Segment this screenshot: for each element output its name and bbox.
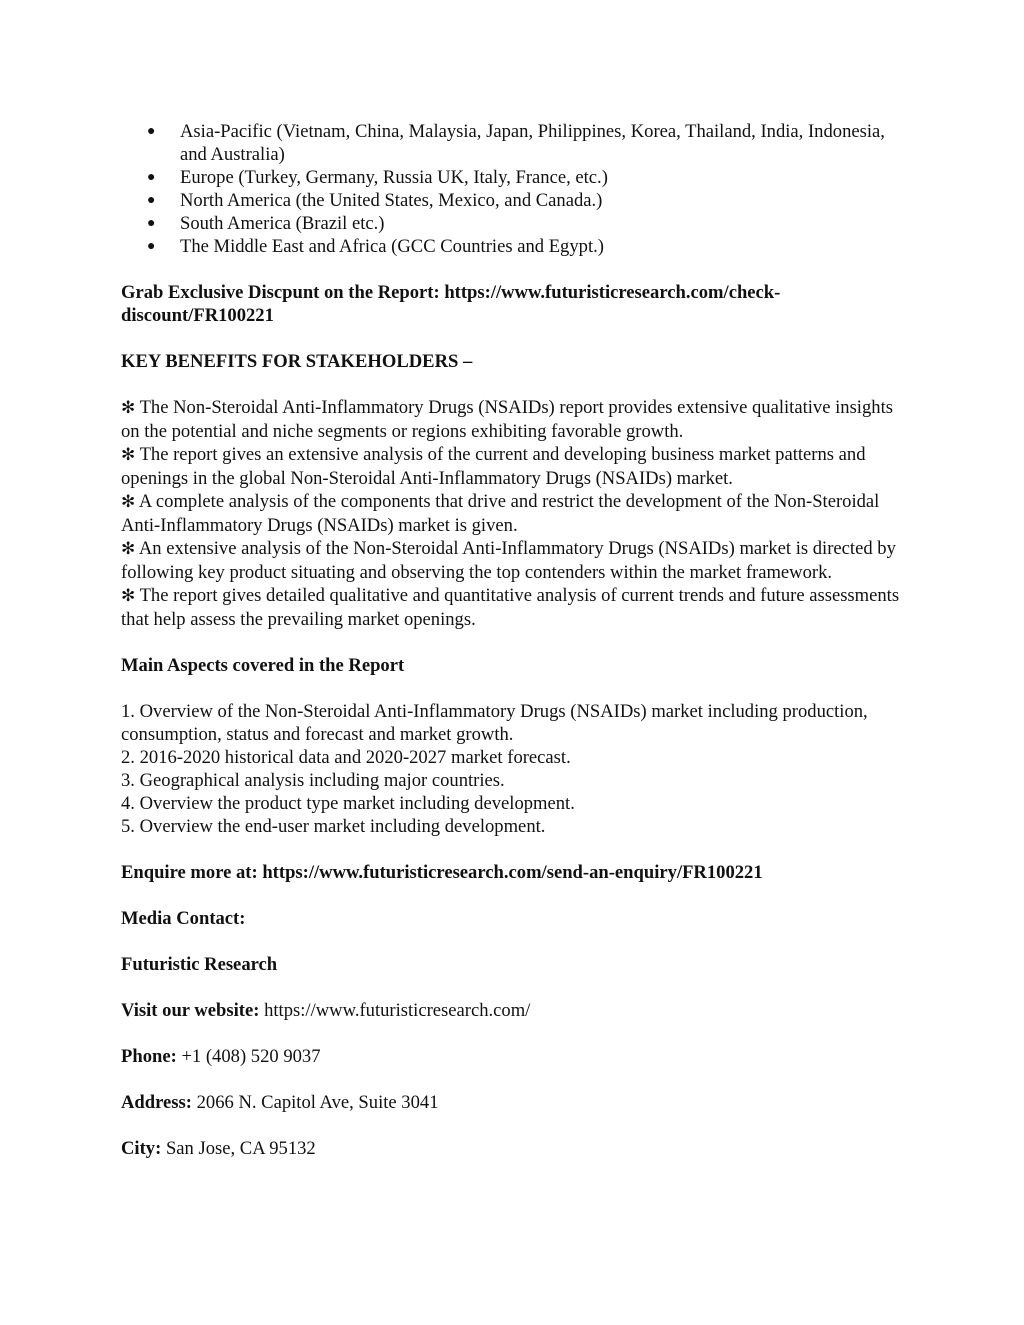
document-page (121, 120, 901, 1160)
benefits-list (121, 396, 901, 631)
regions-list (121, 120, 901, 258)
address-line (121, 1091, 901, 1114)
asterisk-icon: ✻ (121, 445, 136, 465)
aspect-item: 3. Geographical analysis including major countries. (121, 770, 505, 791)
aspect-item: 1. Overview of the Non-Steroidal Anti-Inflammatory Drugs (NSAIDs) market including production, consumption, status and forecast and market growth. (121, 701, 868, 745)
aspect-item: 2. 2016-2020 historical data and 2020-2027 market forecast. (121, 747, 571, 768)
discount-link[interactable]: Grab Exclusive Discpunt on the Report: https://www.futuristicresearch.com/check-discount/FR100221 (121, 282, 781, 326)
benefit-item: ✻ The report gives an extensive analysis of the current and developing business market patterns and openings in the global Non-Steroidal Anti-Inflammatory Drugs (NSAIDs) market. (121, 444, 866, 489)
benefits-heading: KEY BENEFITS FOR STAKEHOLDERS – (121, 351, 473, 372)
city-line (121, 1137, 901, 1160)
bullet-icon: ● (147, 193, 156, 208)
website-line (121, 999, 901, 1022)
bullet-icon: ● (147, 124, 156, 139)
asterisk-icon: ✻ (121, 539, 136, 559)
phone-label: Phone: (121, 1046, 177, 1067)
benefit-item: ✻ A complete analysis of the components that drive and restrict the development of the Non-Steroidal Anti-Inflammatory Drugs (NSAIDs) market is given. (121, 491, 880, 536)
aspect-item: 5. Overview the end-user market including development. (121, 816, 546, 837)
bullet-icon: ● (147, 216, 156, 231)
aspects-heading: Main Aspects covered in the Report (121, 655, 405, 676)
aspect-item: 4. Overview the product type market including development. (121, 793, 575, 814)
benefit-item: ✻ The report gives detailed qualitative and quantitative analysis of current trends and future assessments that help assess the prevailing market openings. (121, 585, 900, 630)
city-label: City: (121, 1138, 162, 1159)
list-item: ● Europe (Turkey, Germany, Russia UK, Italy, France, etc.) (147, 167, 608, 188)
phone-line (121, 1045, 901, 1068)
enquire-link[interactable]: Enquire more at: https://www.futuristicresearch.com/send-an-enquiry/FR100221 (121, 862, 763, 883)
address-value: 2066 N. Capitol Ave, Suite 3041 (196, 1092, 439, 1113)
asterisk-icon: ✻ (121, 492, 136, 512)
list-item: ● North America (the United States, Mexico, and Canada.) (147, 190, 603, 211)
list-item: ● South America (Brazil etc.) (147, 213, 385, 234)
website-link[interactable]: https://www.futuristicresearch.com/ (264, 1000, 531, 1021)
benefit-item: ✻ An extensive analysis of the Non-Steroidal Anti-Inflammatory Drugs (NSAIDs) market is directed by following key product situating and observing the top contenders within the market framework. (121, 538, 896, 583)
company-name: Futuristic Research (121, 954, 278, 975)
bullet-icon: ● (147, 170, 156, 185)
aspects-list (121, 700, 901, 838)
asterisk-icon: ✻ (121, 398, 136, 418)
bullet-icon: ● (147, 239, 156, 254)
website-label: Visit our website: (121, 1000, 260, 1021)
list-item: ● Asia-Pacific (Vietnam, China, Malaysia, Japan, Philippines, Korea, Thailand, India, Indonesia, and Australia) (147, 121, 885, 165)
asterisk-icon: ✻ (121, 586, 136, 606)
list-item: ● The Middle East and Africa (GCC Countries and Egypt.) (147, 236, 604, 257)
benefit-item: ✻ The Non-Steroidal Anti-Inflammatory Drugs (NSAIDs) report provides extensive qualitative insights on the potential and niche segments or regions exhibiting favorable growth. (121, 397, 893, 442)
media-contact-heading: Media Contact: (121, 908, 246, 929)
address-label: Address: (121, 1092, 192, 1113)
phone-value: +1 (408) 520 9037 (181, 1046, 321, 1067)
city-value: San Jose, CA 95132 (165, 1138, 316, 1159)
